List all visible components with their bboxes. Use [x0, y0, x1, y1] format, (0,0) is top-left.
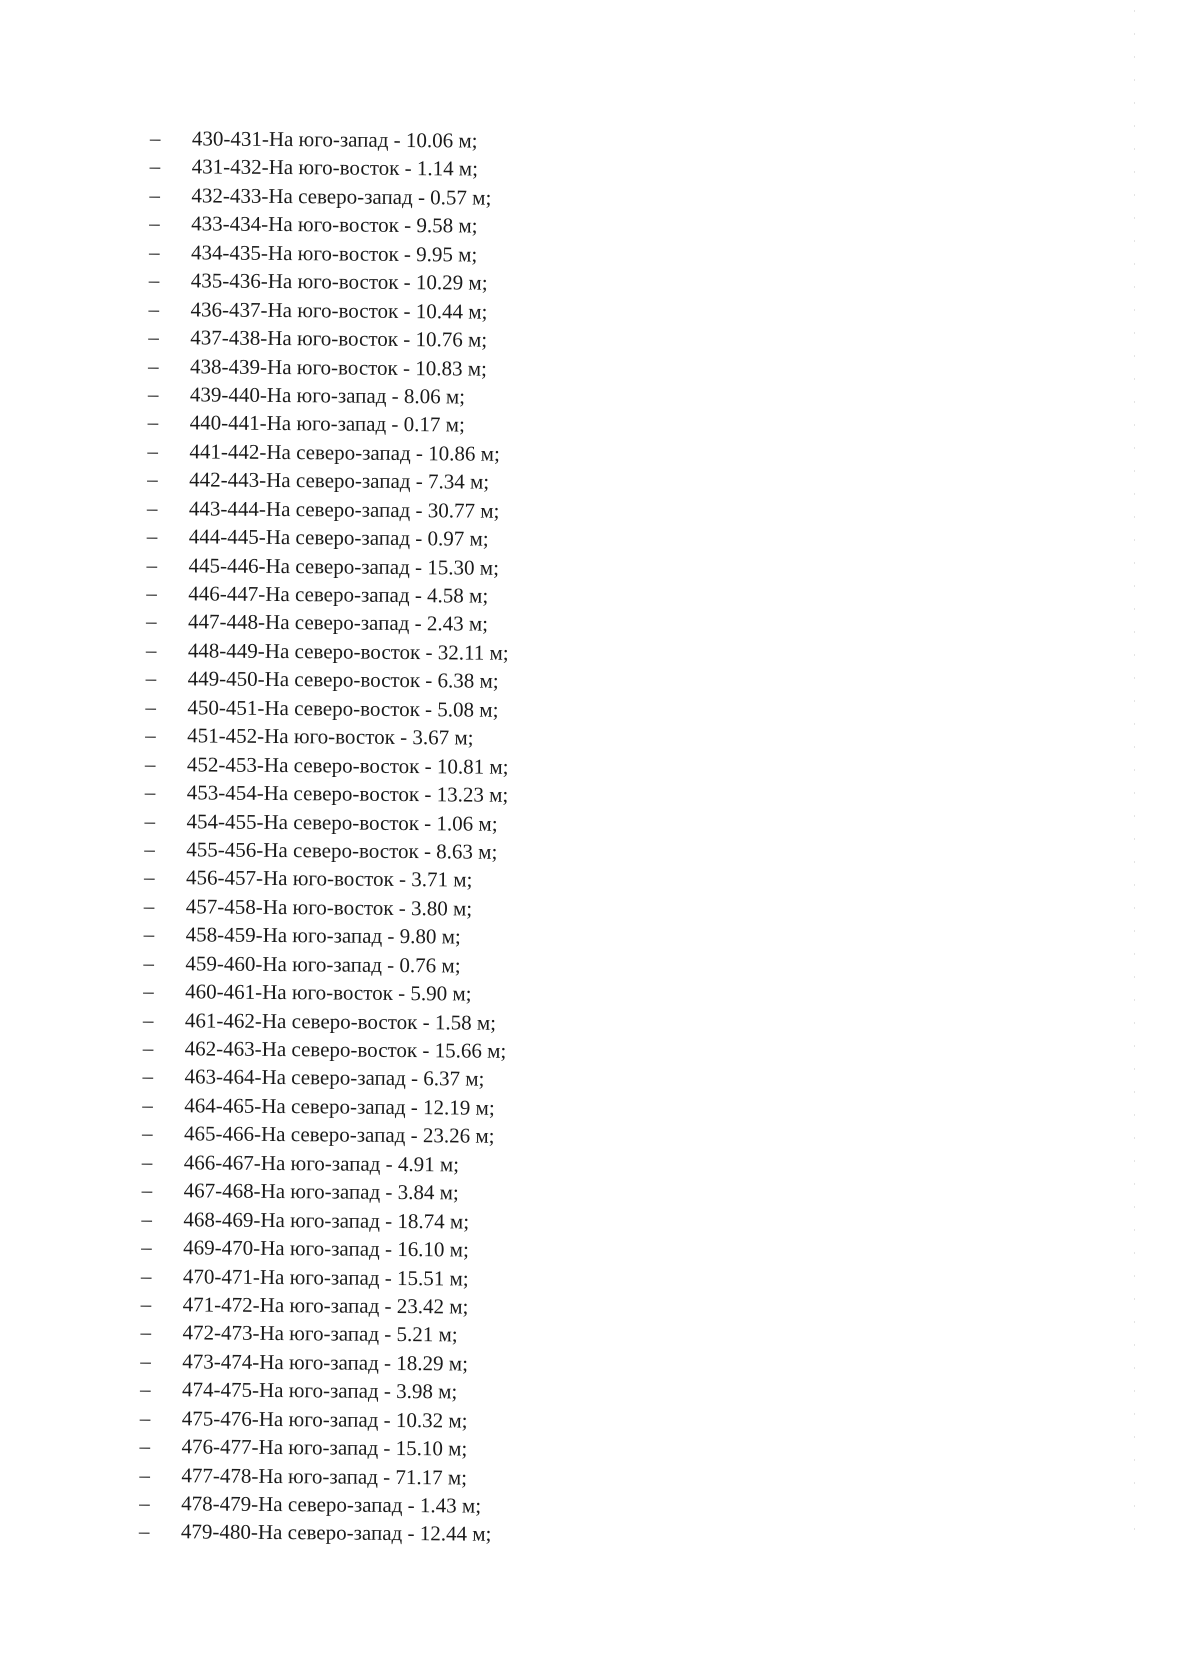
list-bullet-dash: –: [144, 836, 155, 861]
list-bullet-dash: –: [143, 893, 155, 918]
list-item: [146, 636, 510, 667]
list-item: [150, 152, 514, 183]
list-bullet-dash: –: [139, 1462, 150, 1487]
list-bullet-dash: –: [145, 609, 157, 634]
list-item: [149, 209, 513, 240]
list-item: [142, 1148, 506, 1179]
list-item: [140, 1318, 504, 1349]
scan-edge-artifact: [1134, 10, 1154, 1550]
segment-text: 446-447-На северо-запад - 4.58 м;: [188, 581, 489, 608]
boundary-segment-list: [139, 124, 514, 1549]
list-item: [144, 835, 508, 866]
list-item: [145, 750, 509, 781]
list-item: [142, 1176, 506, 1207]
list-bullet-dash: –: [148, 296, 160, 321]
list-item: [144, 806, 508, 837]
list-item: [148, 408, 512, 439]
segment-text: 433-434-На юго-восток - 9.58 м;: [191, 211, 478, 238]
list-item: [143, 1034, 507, 1065]
segment-text: 437-438-На юго-восток - 10.76 м;: [190, 325, 488, 352]
segment-text: 439-440-На юго-запад - 8.06 м;: [189, 382, 466, 409]
segment-text: 432-433-На северо-запад - 0.57 м;: [191, 183, 492, 210]
segment-text: 458-459-На юго-запад - 9.80 м;: [185, 922, 461, 949]
list-item: [141, 1233, 505, 1264]
list-item: [146, 551, 510, 582]
list-item: [148, 295, 512, 326]
segment-text: 473-474-На юго-запад - 18.29 м;: [182, 1349, 469, 1376]
list-item: [146, 607, 510, 638]
list-item: [143, 949, 507, 980]
list-bullet-dash: –: [140, 1291, 152, 1316]
segment-text: 436-437-На юго-восток - 10.44 м;: [190, 296, 488, 324]
list-bullet-dash: –: [148, 325, 159, 350]
list-bullet-dash: –: [143, 922, 155, 947]
list-item: [149, 238, 513, 269]
list-item: [139, 1461, 503, 1492]
list-bullet-dash: –: [147, 410, 159, 435]
list-bullet-dash: –: [138, 1519, 150, 1544]
list-item: [149, 266, 513, 297]
list-bullet-dash: –: [148, 268, 160, 293]
list-bullet-dash: –: [140, 1320, 152, 1345]
list-bullet-dash: –: [144, 780, 156, 805]
list-item: [142, 1119, 506, 1150]
segment-text: 450-451-На северо-восток - 5.08 м;: [187, 695, 499, 722]
list-bullet-dash: –: [146, 495, 158, 520]
segment-text: 455-456-На северо-восток - 8.63 м;: [186, 837, 498, 864]
list-item: [143, 977, 507, 1008]
list-bullet-dash: –: [147, 381, 159, 407]
segment-text: 474-475-На юго-запад - 3.98 м;: [181, 1377, 458, 1404]
segment-text: 463-464-На северо-запад - 6.37 м;: [184, 1064, 485, 1092]
segment-text: 452-453-На северо-восток - 10.81 м;: [186, 751, 509, 779]
list-bullet-dash: –: [143, 979, 154, 1004]
list-item: [141, 1205, 505, 1236]
list-item: [147, 437, 511, 468]
list-item: [142, 1091, 506, 1122]
list-bullet-dash: –: [146, 524, 158, 549]
segment-text: 444-445-На северо-запад - 0.97 м;: [188, 524, 489, 551]
segment-text: 479-480-На северо-запад - 12.44 м;: [180, 1519, 492, 1547]
segment-text: 471-472-На юго-запад - 23.42 м;: [182, 1292, 469, 1319]
list-item: [144, 920, 508, 951]
segment-text: 441-442-На северо-запад - 10.86 м;: [189, 439, 500, 466]
list-bullet-dash: –: [142, 1007, 154, 1032]
segment-text: 440-441-На юго-запад - 0.17 м;: [189, 410, 465, 437]
segment-text: 461-462-На северо-восток - 1.58 м;: [184, 1007, 497, 1035]
segment-text: 465-466-На северо-запад - 23.26 м;: [183, 1121, 495, 1149]
list-bullet-dash: –: [145, 666, 157, 691]
segment-text: 478-479-На северо-запад - 1.43 м;: [181, 1491, 482, 1518]
segment-text: 470-471-На юго-запад - 15.51 м;: [182, 1263, 469, 1291]
list-bullet-dash: –: [149, 125, 161, 151]
list-bullet-dash: –: [148, 353, 159, 378]
list-item: [141, 1261, 505, 1292]
segment-text: 438-439-На юго-восток - 10.83 м;: [190, 353, 488, 381]
list-item: [143, 1006, 507, 1037]
list-bullet-dash: –: [141, 1206, 152, 1231]
segment-text: 459-460-На юго-запад - 0.76 м;: [185, 950, 461, 978]
segment-text: 443-444-На северо-запад - 30.77 м;: [188, 496, 500, 523]
list-bullet-dash: –: [140, 1348, 151, 1373]
list-item: [148, 351, 512, 382]
segment-text: 466-467-На юго-запад - 4.91 м;: [183, 1150, 460, 1177]
list-bullet-dash: –: [146, 552, 158, 577]
segment-text: 464-465-На северо-запад - 12.19 м;: [184, 1093, 495, 1120]
segment-text: 457-458-На юго-восток - 3.80 м;: [185, 894, 473, 921]
list-bullet-dash: –: [144, 808, 156, 833]
segment-text: 447-448-На северо-запад - 2.43 м;: [187, 609, 489, 637]
list-bullet-dash: –: [142, 1064, 154, 1089]
list-item: [140, 1375, 504, 1406]
segment-text: 469-470-На юго-запад - 16.10 м;: [183, 1235, 469, 1262]
list-item: [150, 124, 514, 155]
list-item: [146, 664, 510, 695]
segment-text: 449-450-На северо-восток - 6.38 м;: [187, 666, 499, 694]
list-item: [144, 863, 508, 894]
list-bullet-dash: –: [147, 438, 159, 463]
segment-text: 434-435-На юго-восток - 9.95 м;: [190, 240, 478, 267]
list-bullet-dash: –: [148, 239, 160, 264]
segment-text: 472-473-На юго-запад - 5.21 м;: [182, 1320, 458, 1347]
list-bullet-dash: –: [143, 865, 155, 890]
list-item: [149, 181, 513, 212]
segment-text: 477-478-На юго-запад - 71.17 м;: [181, 1462, 468, 1490]
segment-text: 442-443-На северо-запад - 7.34 м;: [189, 467, 490, 494]
list-bullet-dash: –: [140, 1263, 152, 1288]
list-bullet-dash: –: [139, 1405, 151, 1430]
list-item: [144, 892, 508, 923]
segment-text: 476-477-На юго-запад - 15.10 м;: [181, 1434, 468, 1461]
list-bullet-dash: –: [139, 1434, 151, 1459]
list-bullet-dash: –: [142, 1035, 154, 1061]
list-bullet-dash: –: [145, 694, 157, 719]
segment-text: 468-469-На юго-запад - 18.74 м;: [183, 1206, 470, 1234]
list-bullet-dash: –: [141, 1235, 152, 1260]
list-bullet-dash: –: [142, 1092, 153, 1117]
list-item: [146, 579, 510, 610]
list-bullet-dash: –: [146, 580, 157, 606]
list-item: [145, 693, 509, 724]
list-item: [148, 323, 512, 354]
list-item: [147, 465, 511, 496]
list-item: [142, 1062, 506, 1093]
list-item: [147, 522, 511, 553]
list-item: [140, 1404, 504, 1435]
segment-text: 453-454-На северо-восток - 13.23 м;: [186, 780, 509, 807]
list-bullet-dash: –: [143, 950, 155, 975]
list-bullet-dash: –: [145, 637, 157, 662]
list-bullet-dash: –: [141, 1149, 153, 1174]
list-bullet-dash: –: [141, 1178, 153, 1203]
segment-text: 431-432-На юго-восток - 1.14 м;: [191, 154, 479, 182]
segment-text: 445-446-На северо-запад - 15.30 м;: [188, 552, 500, 580]
segment-text: 467-468-На юго-запад - 3.84 м;: [183, 1178, 459, 1205]
list-item: [145, 778, 509, 809]
list-item: [139, 1489, 503, 1520]
list-bullet-dash: –: [149, 154, 161, 179]
list-bullet-dash: –: [149, 211, 160, 236]
segment-text: 475-476-На юго-запад - 10.32 м;: [181, 1405, 468, 1433]
list-item: [147, 494, 511, 525]
list-bullet-dash: –: [141, 1121, 153, 1146]
segment-text: 454-455-На северо-восток - 1.06 м;: [186, 808, 498, 836]
list-bullet-dash: –: [139, 1377, 151, 1402]
segment-text: 448-449-На северо-восток - 32.11 м;: [187, 638, 509, 665]
list-bullet-dash: –: [144, 751, 156, 776]
list-bullet-dash: –: [139, 1490, 150, 1516]
segment-text: 435-436-На юго-восток - 10.29 м;: [190, 268, 488, 295]
segment-text: 430-431-На юго-запад - 10.06 м;: [191, 126, 478, 153]
list-item: [145, 721, 509, 752]
list-item: [140, 1347, 504, 1378]
list-item: [139, 1517, 503, 1548]
list-bullet-dash: –: [149, 182, 161, 207]
segment-text: 462-463-На северо-восток - 15.66 м;: [184, 1036, 507, 1063]
list-bullet-dash: –: [147, 467, 158, 492]
list-bullet-dash: –: [145, 723, 156, 748]
list-item: [148, 380, 512, 411]
segment-text: 451-452-На юго-восток - 3.67 м;: [187, 723, 474, 750]
list-item: [141, 1290, 505, 1321]
list-item: [140, 1432, 504, 1463]
segment-text: 456-457-На юго-восток - 3.71 м;: [185, 865, 473, 892]
segment-text: 460-461-На юго-восток - 5.90 м;: [185, 979, 472, 1006]
